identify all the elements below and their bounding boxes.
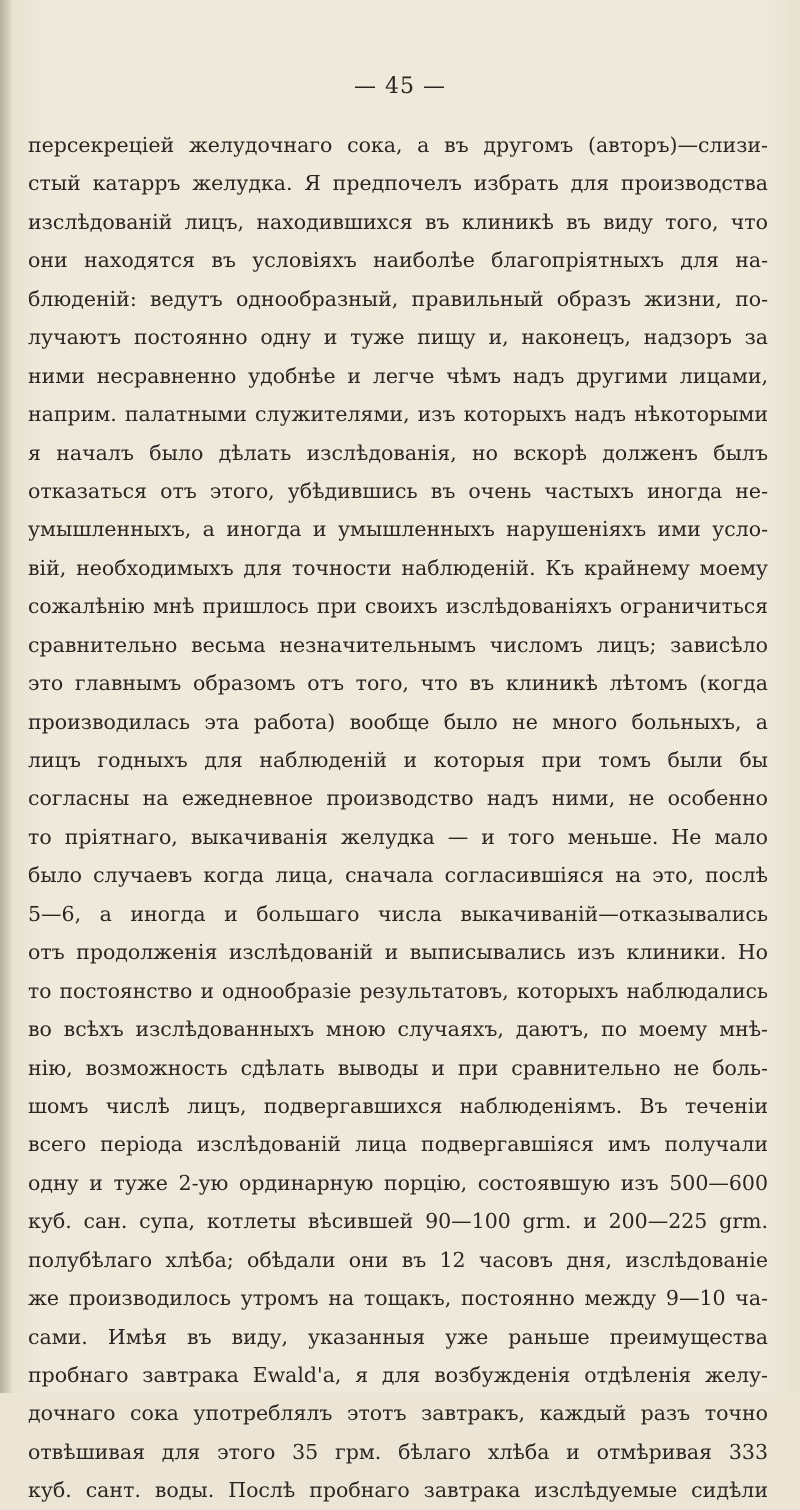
text-line: же производилось утромъ на тощакъ, постоянно между 9—10 ча- (28, 1286, 768, 1311)
text-line: вій, необходимыхъ для точности наблюденій. Къ крайнему моему (28, 555, 768, 580)
text-line: было случаевъ когда лица, сначала согласившіяся на это, послѣ (28, 863, 768, 888)
text-line: лицъ годныхъ для наблюденій и которыя при томъ были бы (28, 748, 768, 772)
text-line: сожалѣнію мнѣ пришлось при своихъ изслѣдованіяхъ ограничиться (28, 594, 768, 619)
text-line: сравнительно весьма незначительнымъ числомъ лицъ; зависѣло (28, 632, 768, 657)
text-line: умышленныхъ, а иногда и умышленныхъ нарушеніяхъ ими усло- (28, 517, 768, 542)
text-line: нію, возможность сдѣлать выводы и при сравнительно не боль- (28, 1055, 768, 1080)
text-line: во всѣхъ изслѣдованныхъ мною случаяхъ, даютъ, по моему мнѣ- (28, 1017, 768, 1042)
text-line: полубѣлаго хлѣба; обѣдали они въ 12 часовъ дня, изслѣдованіе (28, 1247, 768, 1272)
text-line: всего періода изслѣдованій лица подвергавшіяся имъ получали (28, 1132, 768, 1157)
text-line: изслѣдованій лицъ, находившихся въ клиникѣ въ виду того, что (28, 209, 768, 234)
text-line: ними несравненно удобнѣе и легче чѣмъ надъ другими лицами, (28, 363, 768, 388)
text-line: я началъ было дѣлать изслѣдованія, но вскорѣ долженъ былъ (28, 440, 768, 465)
text-line: то постоянство и однообразіе результатовъ, которыхъ наблюдались (28, 978, 768, 1003)
text-line: пробнаго завтрака Ewald'a, я для возбужденія отдѣленія желу- (28, 1363, 768, 1387)
text-line: персекреціей желудочнаго сока, а въ другомъ (авторъ)—слизи- (28, 133, 768, 157)
text-line: сами. Имѣя въ виду, указанныя уже раньше преимущества (28, 1324, 768, 1349)
body-text (28, 126, 768, 1510)
text-line: стый катарръ желудка. Я предпочелъ избрать для производства (28, 171, 768, 196)
text-line: это главнымъ образомъ отъ того, что въ клиникѣ лѣтомъ (когда (28, 671, 768, 696)
text-line: блюденій: ведутъ однообразный, правильный образъ жизни, по- (28, 286, 768, 311)
text-line: дочнаго сока употреблялъ этотъ завтракъ, каждый разъ точно (28, 1401, 768, 1426)
text-line: наприм. палатными служителями, изъ которыхъ надъ нѣкоторыми (28, 402, 768, 427)
text-line: согласны на ежедневное производство надъ ними, не особенно (28, 786, 768, 811)
text-line: они находятся въ условіяхъ наиболѣе благопріятныхъ для на- (28, 248, 768, 273)
text-line: шомъ числѣ лицъ, подвергавшихся наблюденіямъ. Въ теченіи (28, 1093, 768, 1118)
text-line: отвѣшивая для этого 35 грм. бѣлаго хлѣба и отмѣривая 333 (28, 1439, 768, 1464)
text-line: куб. сан. супа, котлеты вѣсившей 90—100 grm. и 200—225 grm. (28, 1209, 768, 1234)
text-line: куб. сант. воды. Послѣ пробнаго завтрака изслѣдуемые сидѣли (28, 1478, 768, 1503)
page-number: — 45 — (354, 74, 446, 99)
text-line: отъ продолженія изслѣдованій и выписывались изъ клиники. Но (28, 940, 768, 965)
page-spine-shadow (0, 0, 12, 1393)
text-line: то пріятнаго, выкачиванія желудка — и того меньше. Не мало (28, 824, 768, 849)
text-line: отказаться отъ этого, убѣдившись въ очень частыхъ иногда не- (28, 478, 768, 503)
text-line: лучаютъ постоянно одну и туже пищу и, наконецъ, надзоръ за (28, 325, 768, 350)
text-line: производилась эта работа) вообще было не много больныхъ, а (28, 709, 768, 734)
text-line: одну и туже 2-ую ординарную порцію, состоявшую изъ 500—600 (28, 1170, 768, 1195)
text-line: 5—6, а иногда и большаго числа выкачиваній—отказывались (28, 901, 768, 926)
